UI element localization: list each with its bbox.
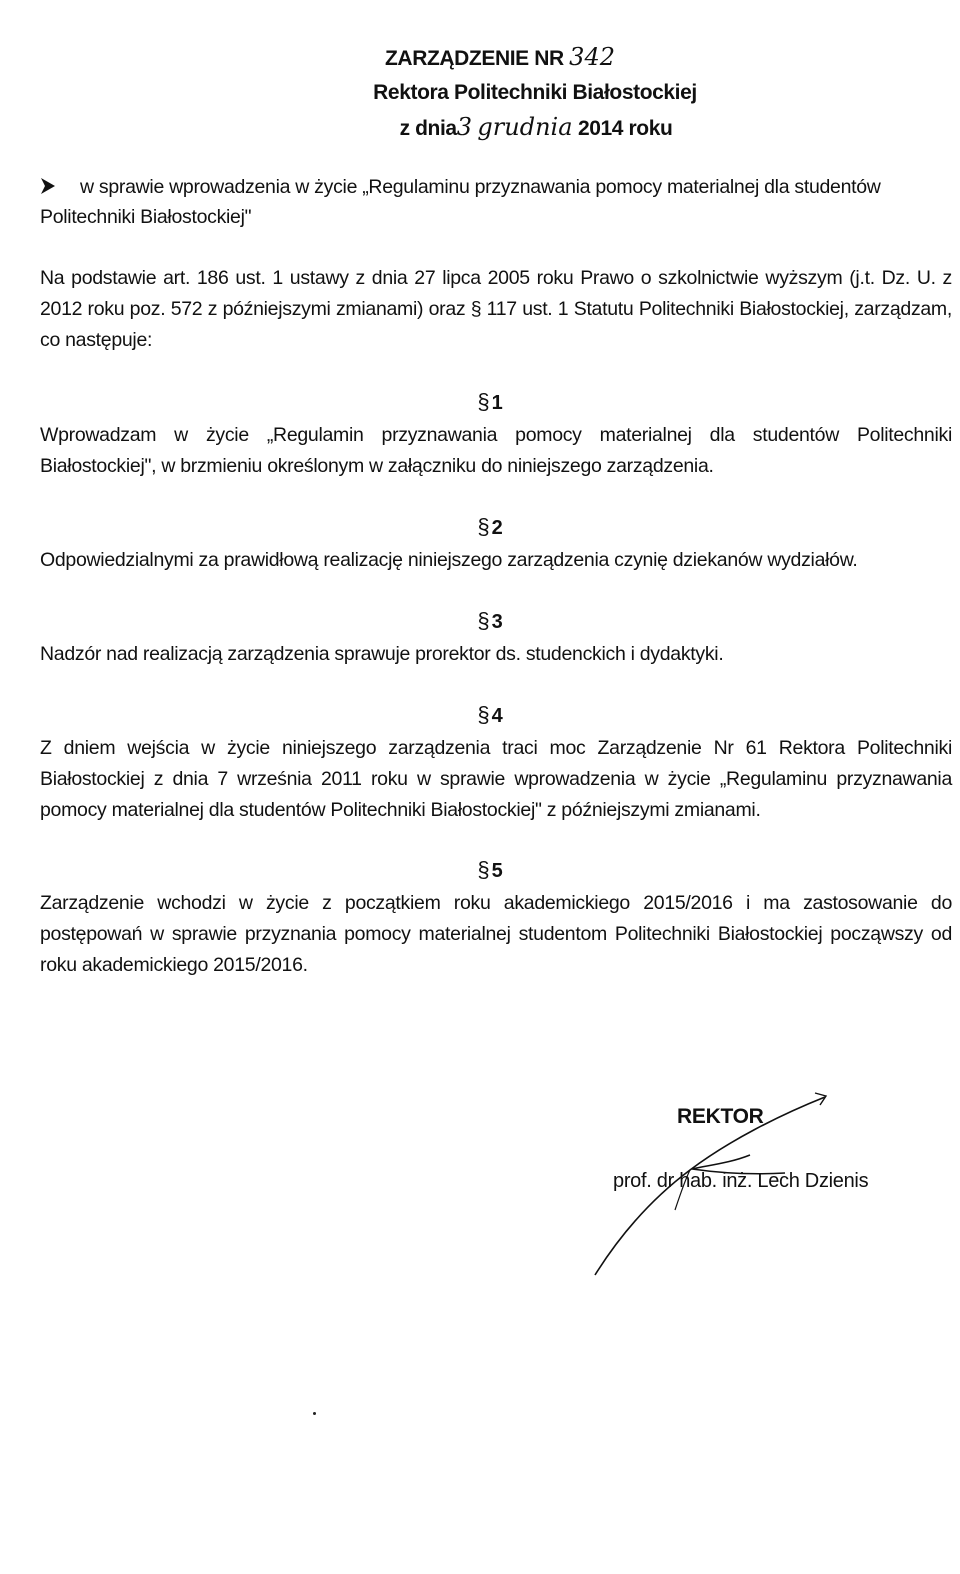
section-text-4: Z dniem wejścia w życie niniejszego zarządzenia traci moc Zarządzenie Nr 61 Rektora Politechniki Białostockiej z dnia 7 września 2011 roku w sprawie wprowadzenia w życie „Regulaminu przyznawania pomocy materialnej dla studentów Politechniki Białostockiej" z późniejszymi zmianami. <box>40 737 952 821</box>
signatory-name: prof. dr hab. inż. Lech Dzienis <box>613 1170 869 1192</box>
section-symbol: § <box>477 389 490 414</box>
handwritten-month: grudnia <box>477 113 573 141</box>
document-issuer: Rektora Politechniki Białostockiej <box>373 81 697 104</box>
section-text-1: Wprowadzam w życie „Regulamin przyznawania pomocy materialnej dla studentów Politechniki Białostockiej", w brzmieniu określonym w załączniku do niniejszego zarządzenia. <box>40 424 952 477</box>
section-symbol: § <box>477 857 490 882</box>
section-symbol: § <box>477 702 490 727</box>
subject-line <box>40 172 950 232</box>
section-heading-2 <box>0 514 960 540</box>
section-number: 2 <box>491 517 503 539</box>
section-heading-3 <box>0 608 960 634</box>
arrow-bullet-icon <box>40 174 56 204</box>
handwritten-day: 3 <box>456 113 472 141</box>
document-title <box>20 43 960 71</box>
section-symbol: § <box>477 514 490 539</box>
signatory-role: REKTOR <box>677 1105 764 1128</box>
section-number: 4 <box>491 705 503 727</box>
stray-mark <box>313 1412 316 1415</box>
date-prefix: z dnia <box>399 117 457 140</box>
title-prefix: ZARZĄDZENIE NR <box>385 47 564 70</box>
section-number: 1 <box>491 392 503 414</box>
document-date <box>56 113 960 141</box>
date-suffix: 2014 roku <box>577 117 673 140</box>
legal-basis-paragraph: Na podstawie art. 186 ust. 1 ustawy z dnia 27 lipca 2005 roku Prawo o szkolnictwie wyższym (j.t. Dz. U. z 2012 roku poz. 572 z późniejszymi zmianami) oraz § 117 ust. 1 Statutu Politechniki Białostockiej, zarządzam, co następuje: <box>40 267 952 351</box>
section-heading-1 <box>0 389 960 415</box>
section-number: 3 <box>491 611 503 633</box>
section-heading-5 <box>0 857 960 883</box>
handwritten-signature <box>580 1085 840 1285</box>
section-heading-4 <box>0 702 960 728</box>
section-text-3: Nadzór nad realizacją zarządzenia sprawuje prorektor ds. studenckich i dydaktyki. <box>40 643 724 665</box>
subject-text: w sprawie wprowadzenia w życie „Regulaminu przyznawania pomocy materialnej dla studentów Politechniki Białostockiej" <box>40 176 881 228</box>
section-text-2: Odpowiedzialnymi za prawidłową realizację niniejszego zarządzenia czynię dziekanów wydziałów. <box>40 549 858 571</box>
section-number: 5 <box>491 860 503 882</box>
section-text-5: Zarządzenie wchodzi w życie z początkiem roku akademickiego 2015/2016 i ma zastosowanie do postępowań w sprawie przyznania pomocy materialnej studentom Politechniki Białostockiej począwszy od roku akademickiego 2015/2016. <box>40 892 952 976</box>
handwritten-number: 342 <box>569 43 615 71</box>
section-symbol: § <box>477 608 490 633</box>
